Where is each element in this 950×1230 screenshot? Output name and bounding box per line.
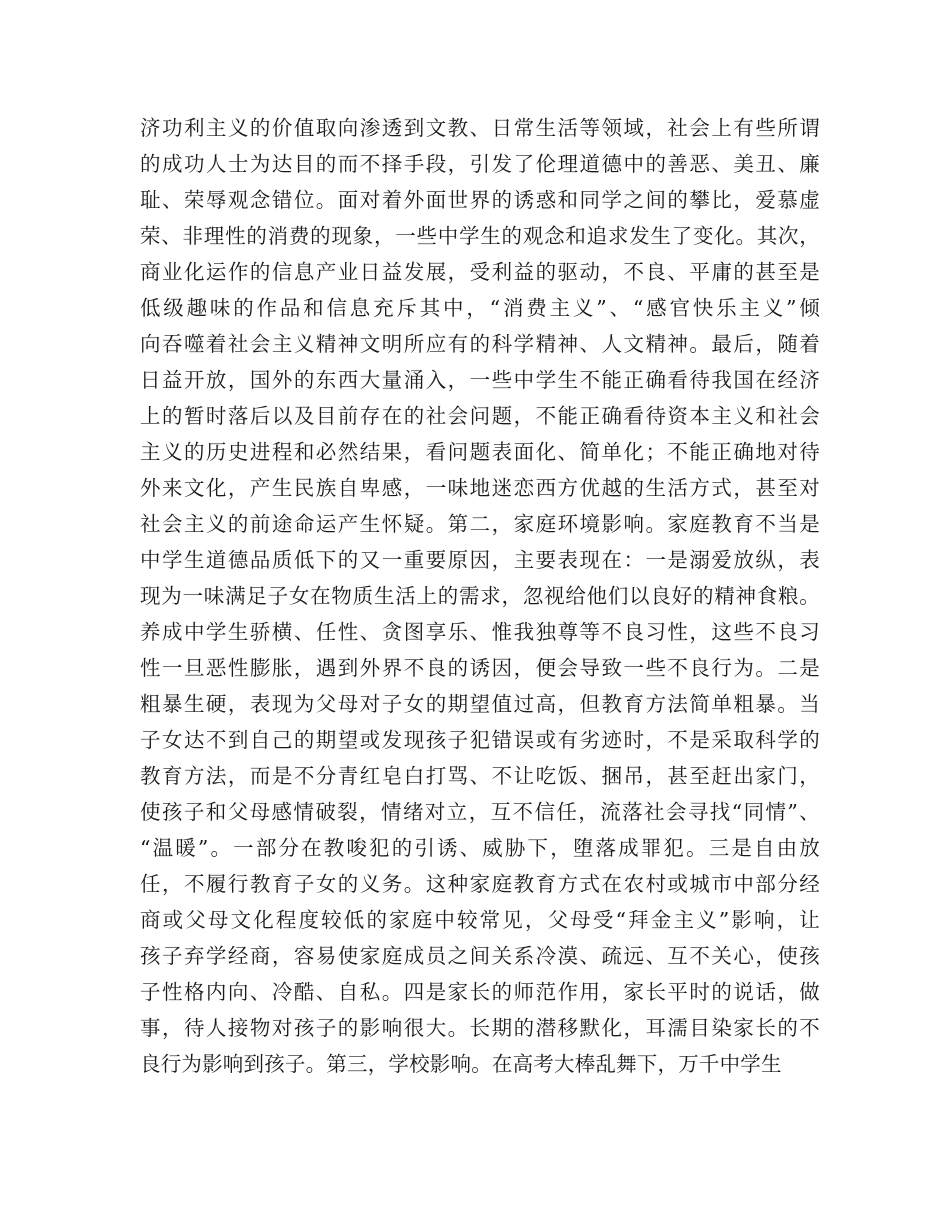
text-line: 低级趣味的作品和信息充斥其中，“消费主义”、“感官快乐主义”倾	[140, 296, 820, 320]
text-line: 子女达不到自己的期望或发现孩子犯错误或有劣迹时，不是采取科学的	[140, 728, 820, 752]
text-line: 外来文化，产生民族自卑感，一味地迷恋西方优越的生活方式，甚至对	[140, 476, 820, 500]
text-line: 主义的历史进程和必然结果，看问题表面化、简单化；不能正确地对待	[140, 440, 820, 464]
text-line: 的成功人士为达目的而不择手段，引发了伦理道德中的善恶、美丑、廉	[140, 152, 820, 176]
text-line: 任，不履行教育子女的义务。这种家庭教育方式在农村或城市中部分经	[140, 872, 820, 896]
text-line: 日益开放，国外的东西大量涌入，一些中学生不能正确看待我国在经济	[140, 368, 820, 392]
text-line: 使孩子和父母感情破裂，情绪对立，互不信任，流落社会寻找“同情”、	[140, 800, 820, 824]
text-line: 商或父母文化程度较低的家庭中较常见，父母受“拜金主义”影响，让	[140, 908, 820, 932]
text-line: 耻、荣辱观念错位。面对着外面世界的诱惑和同学之间的攀比，爱慕虚	[140, 188, 820, 212]
text-line: 中学生道德品质低下的又一重要原因，主要表现在：一是溺爱放纵，表	[140, 548, 820, 572]
text-line: 粗暴生硬，表现为父母对子女的期望值过高，但教育方法简单粗暴。当	[140, 692, 820, 716]
text-line: 现为一味满足子女在物质生活上的需求，忽视给他们以良好的精神食粮。	[140, 584, 820, 608]
text-line: 孩子弃学经商，容易使家庭成员之间关系冷漠、疏远、互不关心，使孩	[140, 944, 820, 968]
text-line: 教育方法，而是不分青红皂白打骂、不让吃饭、捆吊，甚至赶出家门，	[140, 764, 820, 788]
text-line: 上的暂时落后以及目前存在的社会问题，不能正确看待资本主义和社会	[140, 404, 820, 428]
text-line: 性一旦恶性膨胀，遇到外界不良的诱因，便会导致一些不良行为。二是	[140, 656, 820, 680]
body-paragraph	[140, 110, 820, 1082]
text-line: “温暖”。一部分在教唆犯的引诱、威胁下，堕落成罪犯。三是自由放	[140, 836, 820, 860]
text-line: 向吞噬着社会主义精神文明所应有的科学精神、人文精神。最后，随着	[140, 332, 820, 356]
text-line: 济功利主义的价值取向渗透到文教、日常生活等领域，社会上有些所谓	[140, 116, 820, 140]
text-line: 子性格内向、冷酷、自私。四是家长的师范作用，家长平时的说话，做	[140, 980, 820, 1004]
text-line: 良行为影响到孩子。第三，学校影响。在高考大棒乱舞下，万千中学生	[140, 1052, 782, 1076]
text-line: 养成中学生骄横、任性、贪图享乐、惟我独尊等不良习性，这些不良习	[140, 620, 820, 644]
text-line: 荣、非理性的消费的现象，一些中学生的观念和追求发生了变化。其次，	[140, 224, 820, 248]
text-line: 商业化运作的信息产业日益发展，受利益的驱动，不良、平庸的甚至是	[140, 260, 820, 284]
text-line: 社会主义的前途命运产生怀疑。第二，家庭环境影响。家庭教育不当是	[140, 512, 820, 536]
text-line: 事，待人接物对孩子的影响很大。长期的潜移默化，耳濡目染家长的不	[140, 1016, 820, 1040]
